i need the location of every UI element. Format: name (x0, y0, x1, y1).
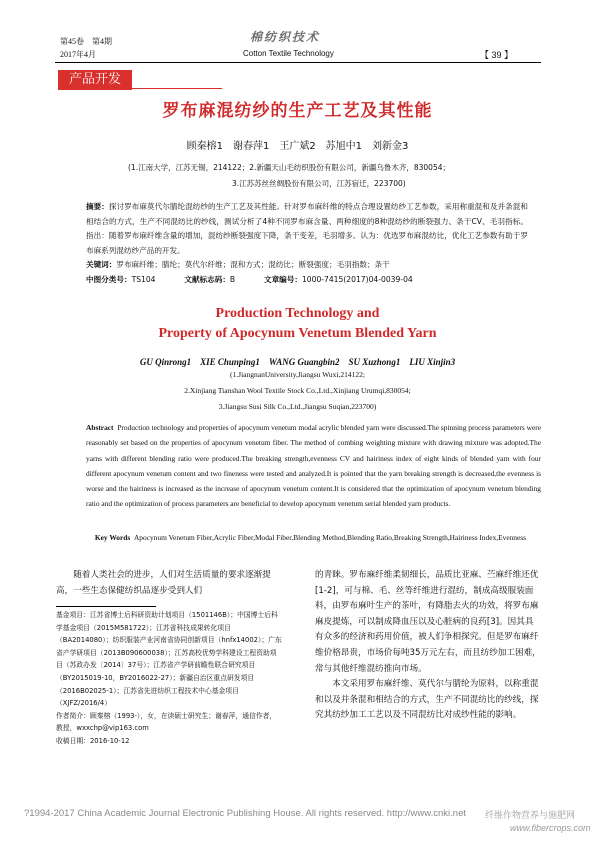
body-paragraph-1: 的青睐。罗布麻纤维柔韧细长，品质比亚麻、苎麻纤维还优[1-2]，可与棉、毛、丝等纤维进行混纺，制成高级服装面料，由罗布麻叶生产的茶叶，有降脂去火的功效，将罗布麻麻皮提炼，可以制成降血压以及心脏病的良药[3]。因其具有众多的经济和药用价值，被人们争相探究。但是罗布麻纤维价格昂贵，市场价每吨35万元左右，而且纺纱加工困难，常与其他纤维混纺推向市场。 (315, 570, 541, 674)
section-underline (132, 88, 222, 89)
watermark-cn: 纤维作物营养与施肥网 (485, 811, 576, 821)
received-date: 收稿日期：2016-10-12 (56, 736, 130, 745)
keywords-en: Apocynum Venetum Fiber,Acrylic Fiber,Modal Fiber,Blending Method,Blending Ratio,Breaking Strength,Hairiness Index,Evenness (133, 533, 527, 542)
abstract-en-label: Abstract (86, 423, 114, 432)
journal-title-cn: 棉纺织技术 (250, 30, 321, 44)
watermark-en: www.fibercrops.com (510, 823, 591, 833)
publication-date: 2017年4月 (60, 50, 96, 59)
affiliation-cn-line-2: 3.江苏苏丝丝绸股份有限公司，江苏宿迁，223700) (232, 179, 406, 188)
affiliation-en-line-3: 3.Jiangsu Susi Silk Co.,Ltd.,Jiangsu Suqian,223700) (218, 402, 377, 411)
keywords-cn: 罗布麻纤维；腈纶；莫代尔纤维；混和方式；混纺比；断裂强度；毛羽指数；条干 (116, 260, 390, 269)
article-number-value: 1000-7415(2017)04-0039-04 (301, 274, 413, 284)
header-rule (55, 62, 541, 63)
doc-code-value: B (229, 274, 236, 284)
section-label: 产品开发 (58, 70, 132, 90)
body-left-column (56, 568, 283, 599)
clc-value: TS104 (131, 274, 156, 284)
affiliation-en-line-1: (1.JiangnanUniversity,Jiangsu Wuxi,214122; (230, 370, 365, 379)
body-right-column (315, 568, 542, 724)
abstract-en-text: Production technology and properties of apocynum venetum modal acrylic blended yarn were discussed.The spinning process parameters were reasonably set based on the properties of apocynum venetum fiber. The method of combing weighting mixture with drawing mixture was adopted.The yarns with different blending ratio were produced.The breaking strength,evenness CV and hairiness index of eight kinds of blended yarn with four different apocynum venetum content and two fineness were tested and analyzed.It is pointed that the yarn breaking strength is decreased,the evenness is worse and the hairiness is increased as the increase of apocynum venetum content.It is considered that the optimization of apocynum venetum blending ratio and the optimization of process parameters are beneficial to develop apocynum venetum serial blended yarn products. (86, 423, 542, 509)
paper-title-en-line-1: Production Technology and (215, 306, 380, 321)
body-paragraph-2: 本文采用罗布麻纤维、莫代尔与腈纶为原料，以称重混和以及并条混和相结合的方式，生产不同混纺比的纱线，探究其纺纱加工工艺以及不同混纺比对成纱性能的影响。 (315, 679, 539, 721)
abstract-cn-label: 摘要： (86, 202, 109, 211)
journal-title-en: Cotton Textile Technology (243, 49, 334, 58)
abstract-cn (86, 200, 528, 287)
author-note: 作者简介：顾秦榕（1993-），女，在读硕士研究生；谢春萍，通信作者，教授，wxxchp@vip163.com (56, 711, 277, 733)
abstract-cn-text: 探讨罗布麻莫代尔腈纶混纺纱的生产工艺及其性能。针对罗布麻纤维的特点合理设置纺纱工艺参数，采用称重混和及并条混和相结合的方式，生产不同混纺比的纱线，测试分析了4种不同罗布麻含量、两种细度的8种混纺纱的断裂强力、条干CV、毛羽指标。指出：随着罗布麻纤维含量的增加，混纺纱断裂强度下降，条干变差，毛羽增多。认为：优选罗布麻混纺比，优化工艺参数有助于罗布麻系列混纺纱产品的开发。 (86, 202, 529, 255)
copyright-footer: ?1994-2017 China Academic Journal Electronic Publishing House. All rights reserved. http://www.cnki.net (24, 808, 466, 819)
doc-code-label: 文献标志码： (184, 274, 230, 284)
footnote-block (56, 609, 283, 748)
authors-cn: 顾秦榕1 谢春萍1 王广斌2 苏旭中1 刘新金3 (186, 141, 409, 152)
page-number: 【 39 】 (480, 50, 514, 60)
paper-title-cn: 罗布麻混纺纱的生产工艺及其性能 (162, 101, 433, 121)
intro-paragraph: 随着人类社会的进步，人们对生活质量的要求逐渐提高，一些生态保健纺织品逐步受到人们 (56, 570, 271, 596)
keywords-en-label: Key Words (94, 533, 131, 542)
authors-en: GU Qinrong1 XIE Chunping1 WANG Guangbin2 SU Xuzhong1 LIU Xinjin3 (139, 357, 456, 367)
paper-title-en-line-2: Property of Apocynum Venetum Blended Yarn (158, 326, 437, 341)
article-number-label: 文章编号： (263, 274, 302, 284)
volume-issue: 第45卷 第4期 (60, 37, 112, 46)
funding-note: 基金项目：江苏省博士后科研资助计划项目（1501146B）；中国博士后科学基金项目（2015M581722）；江苏省科技成果转化项目（BA2014080）；纺织服装产业河南省协同创新项目（hnfx14002）；广东省产学研项目（2013B090600038）；江苏高校优势学科建设工程资助项目（苏政办发〔2014〕37号）；江苏省产学研前瞻性联合研究项目（BY2015019-10，BY2016022-27）；新疆自治区重点研发项目（2016B02025-1）；江苏省先进纺织工程技术中心基金项目（XJFZ/2016/4） (56, 611, 282, 708)
keywords-en-block (86, 531, 541, 546)
affiliation-cn-line-1: (1.江南大学，江苏无锡，214122；2.新疆天山毛纺织股份有限公司，新疆乌鲁木齐，830054； (128, 163, 450, 172)
keywords-cn-label: 关键词： (86, 260, 117, 269)
abstract-en (86, 420, 541, 512)
affiliation-en-line-2: 2.Xinjiang Tianshan Wool Textile Stock Co.,Ltd.,Xinjiang Urumqi,830054; (184, 386, 411, 395)
clc-label: 中图分类号： (86, 274, 132, 284)
footnote-rule (56, 606, 156, 607)
